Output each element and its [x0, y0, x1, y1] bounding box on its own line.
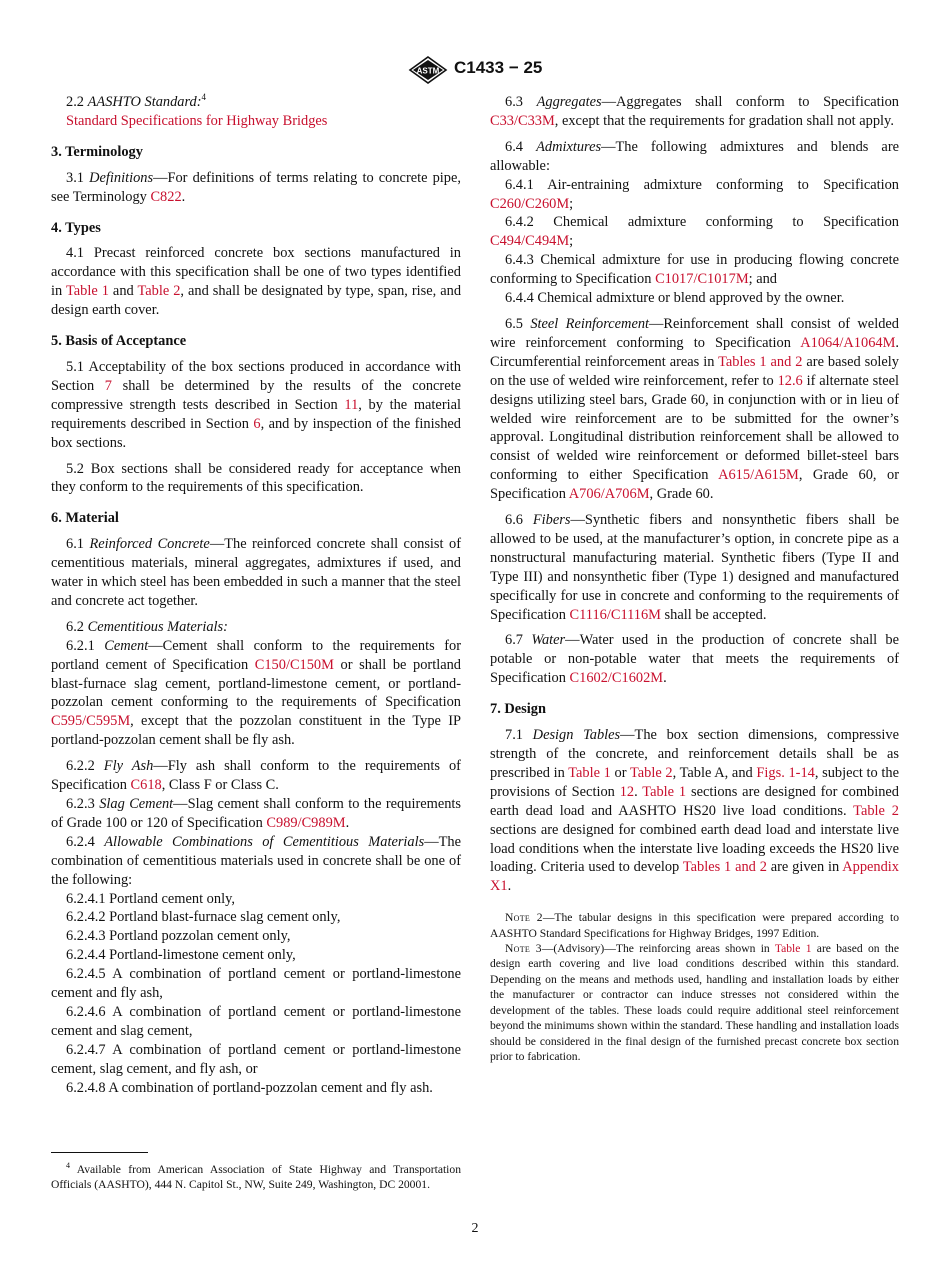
svg-text:ASTM: ASTM — [416, 66, 440, 76]
section-6-4-4: 6.4.4 Chemical admixture or blend approved by the owner. — [505, 290, 845, 307]
section-6-4: 6.4 Admixtures—The following admixtures and blends are allowable: — [490, 138, 899, 174]
link-12-6[interactable]: 12.6 — [777, 372, 803, 389]
list-item: 6.2.4.7 A combination of portland cement or portland-limestone cement, slag cement, and fly ash, or — [51, 1041, 461, 1077]
link-section-12[interactable]: 12 — [619, 783, 635, 800]
link-table-2[interactable]: Table 2 — [137, 283, 181, 300]
link-a706[interactable]: A706/A706M — [568, 486, 650, 503]
link-table-2[interactable]: Table 2 — [629, 764, 673, 781]
heading-terminology: 3. Terminology — [51, 143, 143, 160]
list-item: 6.2.4.2 Portland blast-furnace slag cement only, — [66, 909, 341, 926]
section-6-3: 6.3 Aggregates—Aggregates shall conform to Specification C33/C33M, except that the requirements for gradation shall not apply. — [490, 94, 899, 129]
footnote-ref[interactable]: 4 — [201, 92, 207, 103]
document-designation: C1433 − 25 — [454, 58, 543, 77]
link-table-1[interactable]: Table 1 — [568, 764, 611, 781]
link-c1017[interactable]: C1017/C1017M — [655, 271, 749, 288]
note-2: Note 2—The tabular designs in this specification were prepared according to AASHTO Standard Specifications for Highway Bridges, 1997 Edition. — [490, 911, 899, 940]
section-6-4-1: 6.4.1 Air-entraining admixture conforming to Specification C260/C260M; — [490, 176, 899, 212]
link-c1116[interactable]: C1116/C1116M — [569, 606, 661, 623]
section-6-1: 6.1 Reinforced Concrete—The reinforced concrete shall consist of cementitious materials, mineral aggregates, admixtures if used, and water in which steel has been embedded in such a manner that the steel and concrete act together. — [51, 536, 462, 609]
link-section-7[interactable]: 7 — [104, 377, 112, 394]
link-table-2[interactable]: Table 2 — [853, 802, 900, 819]
link-table-1[interactable]: Table 1 — [774, 942, 812, 956]
footnote: $^4$ Available from American Association of State Highway and Transportation Officials (AASHTO), 444 N. Capitol St., NW, Suite 249, Washington, DC 20001. — [51, 1161, 461, 1192]
astm-logo-icon — [408, 56, 448, 84]
page-number: 2 — [471, 1221, 479, 1236]
section-6-2-1: 6.2.1 Cement—Cement shall conform to the requirements for portland cement of Specification C150/C150M or shall be portland blast-furnace slag cement, portland-limestone cement, or portland-pozzolan cement conforming to the requirements of Specification C595/C595M, except that the pozzolan constituent in the Type IP portland-pozzolan cement shall be fly ash. — [51, 637, 461, 749]
heading-design: 7. Design — [490, 701, 546, 718]
link-tables-1-and-2[interactable]: Tables 1 and 2 — [682, 859, 767, 876]
list-item: 6.2.4.1 Portland cement only, — [66, 890, 235, 907]
link-figs-1-14[interactable]: Figs. 1-14 — [756, 764, 815, 781]
heading-material: 6. Material — [51, 510, 119, 527]
section-5-1: 5.1 Acceptability of the box sections produced in accordance with Section 7 shall be determined by the results of the concrete compressive strength tests described in Section 11, by the material requirements described in Section 6, and by inspection of the finished box sections. — [51, 358, 462, 451]
aashto-standard-link-line — [51, 112, 461, 131]
aashto-standard-link[interactable]: Standard Specifications for Highway Bridges — [66, 112, 328, 129]
list-item: 6.2.4.5 A combination of portland cement or portland-limestone cement and fly ash, — [51, 966, 461, 1002]
section-6-4-2: 6.4.2 Chemical admixture conforming to Specification C494/C494M; — [490, 214, 899, 250]
section-6-2-3: 6.2.3 Slag Cement—Slag cement shall conform to the requirements of Grade 100 or 120 of Specification C989/C989M. — [51, 796, 461, 831]
link-c260[interactable]: C260/C260M — [490, 195, 570, 212]
list-item: 6.2.4.6 A combination of portland cement or portland-limestone cement and slag cement, — [51, 1003, 461, 1039]
section-7-1: 7.1 Design Tables—The box section dimensions, compressive strength of the concrete, and reinforcement details shall be as prescribed in Table 1 or Table 2, Table A, and Figs. 1-14, subject to the provisions of Section 12. Table 1 sections are designed for combined earth dead load and AASHTO HS20 live load conditions. Table 2 sections are designed for combined earth dead load and interstate live load conditions when the interstate live loading exceeds the HS20 live loading. Criteria used to develop Tables 1 and 2 are given in Appendix X1. — [490, 727, 900, 895]
section-6-5: 6.5 Steel Reinforcement—Reinforcement shall consist of welded wire reinforcement conforming to Specification A1064/A1064M. Circumferential reinforcement areas in Tables 1 and 2 are based solely on the use of welded wire reinforcement, refer to 12.6 if alternate steel designs utilizing steel bars, Grade 60, in conjunction with or in lieu of welded wire reinforcement are to be submitted for the owner’s approval. Longitudinal distribution reinforcement shall be allowed to consist of welded wire reinforcement or deformed billet-steel bars conforming to either Specification A615/A615M, Grade 60, or Specification A706/A706M, Grade 60. — [490, 315, 899, 503]
section-5-2: 5.2 Box sections shall be considered ready for acceptance when they conform to the requirements of this specification. — [51, 460, 461, 496]
link-table-1[interactable]: Table 1 — [642, 783, 687, 800]
heading-types: 4. Types — [51, 219, 101, 236]
list-item: 6.2.4.3 Portland pozzolan cement only, — [66, 928, 291, 945]
section-6-2-2: 6.2.2 Fly Ash—Fly ash shall conform to the requirements of Specification C618, Class F or Class C. — [51, 758, 461, 794]
link-c494[interactable]: C494/C494M — [490, 233, 570, 250]
link-c989[interactable]: C989/C989M — [266, 814, 346, 831]
link-tables-1-and-2[interactable]: Tables 1 and 2 — [718, 353, 803, 370]
section-6-7: 6.7 Water—Water used in the production of concrete shall be potable or non-potable water that meets the requirements of Specification C1602/C1602M. — [490, 632, 899, 687]
link-section-11[interactable]: 11 — [344, 396, 359, 413]
link-table-1[interactable]: Table 1 — [65, 283, 109, 300]
section-2-2: 2.2 AASHTO Standard:$^4$ — [66, 92, 207, 110]
list-item: 6.2.4.4 Portland-limestone cement only, — [66, 947, 296, 964]
section-4-1: 4.1 Precast reinforced concrete box sections manufactured in accordance with this specification shall be one of two types identified in Table 1 and Table 2, and shall be designated by type, span, rise, and design earth cover. — [51, 245, 462, 319]
section-3-1: 3.1 Definitions—For definitions of terms relating to concrete pipe, see Terminology C822. — [51, 169, 461, 205]
link-c150[interactable]: C150/C150M — [254, 656, 334, 673]
section-6-2: 6.2 Cementitious Materials: — [66, 618, 228, 635]
footnote-divider — [51, 1152, 148, 1153]
link-c618[interactable]: C618 — [130, 777, 162, 794]
left-column — [51, 93, 461, 1098]
section-6-4-3: 6.4.3 Chemical admixture for use in producing flowing concrete conforming to Specification C1017/C1017M; and — [490, 252, 899, 288]
heading-basis-of-acceptance: 5. Basis of Acceptance — [51, 333, 187, 350]
link-a1064[interactable]: A1064/A1064M — [800, 334, 896, 351]
section-6-6: 6.6 Fibers—Synthetic fibers and nonsynthetic fibers shall be allowed to be used, at the manufacturer’s option, in concrete pipe as a nonstructural manufacturing material. Synthetic fibers (Type II and Type III) and nonsynthetic fiber (Type 1) designed and manufactured specifically for use in concrete and conforming to the requirements of Specification C1116/C1116M shall be accepted. — [490, 512, 899, 623]
link-a615[interactable]: A615/A615M — [718, 467, 799, 484]
right-column — [490, 93, 899, 1064]
link-c33[interactable]: C33/C33M — [490, 112, 555, 129]
link-appendix-x1[interactable]: Appendix X1 — [490, 859, 899, 895]
section-6-2-4: 6.2.4 Allowable Combinations of Cementitious Materials—The combination of cementitious materials used in concrete shall be one of the following: — [51, 833, 461, 888]
link-section-6[interactable]: 6 — [253, 415, 261, 432]
note-3: Note 3—(Advisory)—The reinforcing areas shown in Table 1 are based on the design earth covering and live load conditions described within this standard. Depending on the means and methods used, handling and installation loads by either the manufacturer or contractor can induce stresses not considered within the development of the tables. These loads could require additional steel reinforcement beyond the minimums shown within the standard. These handling and installation loads should be considered in the final design of the furnished precast concrete box section prior to fabrication. — [490, 942, 900, 1063]
link-c595[interactable]: C595/C595M — [51, 713, 131, 730]
page-header — [0, 56, 950, 84]
list-item: 6.2.4.8 A combination of portland-pozzolan cement and fly ash. — [66, 1079, 433, 1096]
link-c822[interactable]: C822 — [150, 188, 182, 205]
link-c1602[interactable]: C1602/C1602M — [569, 670, 664, 687]
